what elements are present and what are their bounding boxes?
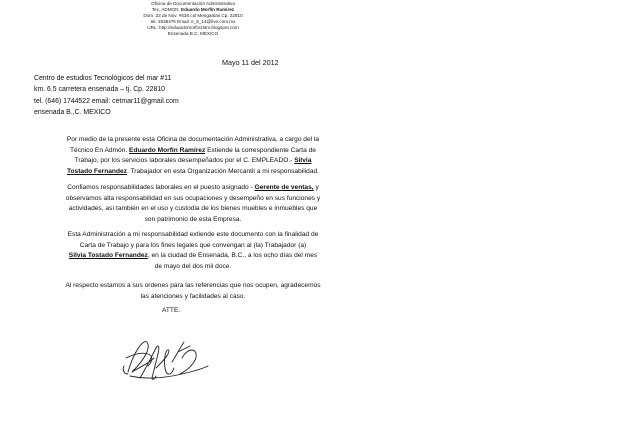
handwritten-signature bbox=[118, 328, 218, 388]
paragraph-line: son patrimonio de esta Empresa. bbox=[144, 215, 242, 223]
paragraph-line: Esta Administración a mi responsabilidad extiende este documento con la finalidad de bbox=[67, 231, 319, 238]
paragraph-line bbox=[28, 156, 358, 167]
paragraph-line: de mayo del dos mil doce. bbox=[154, 262, 232, 270]
letterhead-office: Oficina de Documentación Administrativa bbox=[151, 1, 235, 6]
paragraph-line: Por medio de la presente esta Oficina de documentación Administrativa, a cargo del la bbox=[66, 136, 320, 143]
employee-full-name: Silvia Tostado Fernandez bbox=[68, 252, 148, 260]
letterhead-city: Ensenada B.C. MEXICO bbox=[167, 31, 219, 37]
paragraph-line: Carta de Trabajo y para los fines legales que convengan al (la) Trabajador (a) bbox=[79, 241, 307, 249]
letterhead bbox=[118, 1, 268, 38]
address-line: Centro de estudios Tecnológicos del mar #11 bbox=[34, 75, 172, 82]
address-line: km. 6.5 carretera ensenada – tj. Cp. 22810 bbox=[34, 86, 165, 94]
paragraph-line bbox=[28, 146, 358, 157]
letterhead-name: Eduardo Morfín Ramírez bbox=[181, 7, 235, 13]
letterhead-url: URL: http://eduardomorfin2stm.blogspot.com bbox=[147, 25, 239, 31]
letterhead-title-prefix: Tec. ADMON. bbox=[151, 7, 180, 13]
job-position: Gerente de ventas, bbox=[254, 184, 314, 191]
letterhead-contact: tel. 1838476 Email: e_8_14@live.com.mx bbox=[150, 19, 236, 25]
text-fragment: , en la ciudad de Ensenada, B.C., a los ocho días del mes bbox=[147, 252, 318, 260]
paragraph-line bbox=[28, 167, 358, 178]
paragraph-line: las atenciones y facilidades al caso. bbox=[140, 292, 246, 300]
letter-date: Mayo 11 del 2012 bbox=[222, 58, 279, 67]
paragraph-closing bbox=[28, 281, 358, 302]
address-line: tel. (646) 1744522 email: cetmar11@gmail.com bbox=[34, 97, 179, 105]
paragraph-responsibilities bbox=[28, 183, 358, 225]
address-line: ensenada B.,C. MEXICO bbox=[34, 108, 111, 116]
text-fragment: y bbox=[315, 184, 319, 191]
text-fragment: Trabajo, por los servicios laborales desempeñados por el C. EMPLEADO.- bbox=[74, 157, 293, 165]
text-fragment: Confiamos responsabilidades laborales en el puesto asignado - bbox=[67, 184, 253, 191]
text-fragment: Técnico En Admón. bbox=[70, 146, 128, 154]
text-fragment: Extiende la correspondiente Carta de bbox=[207, 146, 316, 154]
paragraph-line bbox=[28, 251, 358, 262]
issuer-name: Eduardo Morfín Ramírez bbox=[129, 146, 206, 154]
recipient-address bbox=[34, 73, 179, 118]
employee-last-name: Tostado Fernandez bbox=[66, 167, 127, 175]
paragraph-line: Al respecto estamos a sus ordenes para las referencias que nos ocupen, agradecemos bbox=[65, 282, 321, 289]
paragraph-line: observamos alta responsabilidad en sus ocupaciones y desempeño en sus funciones y bbox=[65, 194, 321, 202]
paragraph-line bbox=[28, 183, 358, 194]
paragraph-purpose bbox=[28, 230, 358, 272]
paragraph-introduction bbox=[28, 135, 358, 177]
letterhead-address: Dom. 23 de Nov. #636 col Mengartias Cp. 22810 bbox=[143, 13, 243, 19]
paragraph-line: actividades, así también en el uso y custodia de los bienes muebles e inmuebles que bbox=[68, 205, 318, 213]
employee-first-name: Silvia bbox=[294, 157, 312, 165]
text-fragment: . Trabajador en esta Organización Mercantil a mi responsabilidad. bbox=[126, 167, 320, 175]
closing-atte: ATTE. bbox=[162, 307, 181, 314]
